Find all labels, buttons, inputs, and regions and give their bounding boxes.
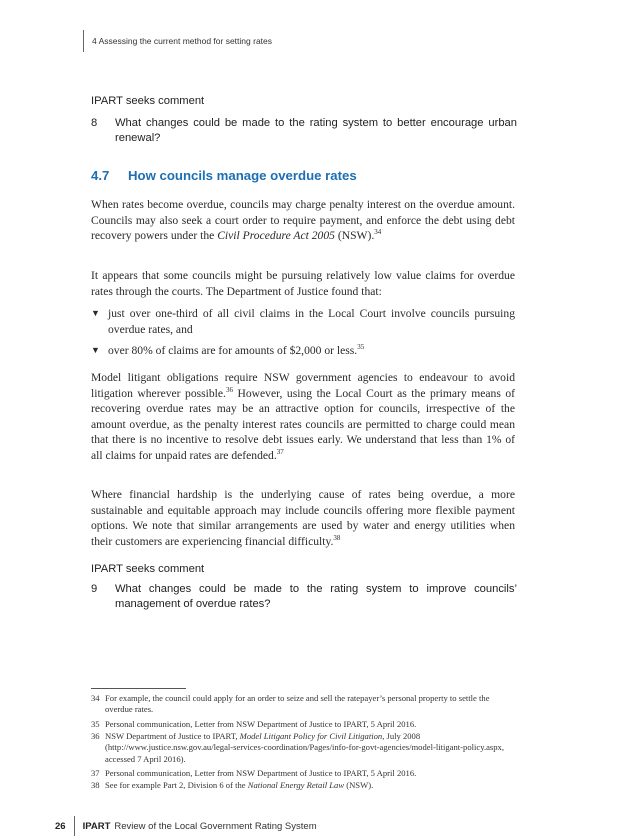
footnote-35: 35 Personal communication, Letter from NSW Department of Justice to IPART, 5 April 2016.	[91, 719, 417, 729]
header-divider	[83, 30, 84, 52]
publication-title: Review of the Local Government Rating System	[114, 820, 317, 832]
running-header	[83, 30, 272, 52]
paragraph-financial-hardship: Where financial hardship is the underlying cause of rates being overdue, a more sustainable and equitable approach may include councils offering more flexible payment options. We note that similar arrangements are used by water and energy utilities when their customers are experiencing financial difficulty.$^{38}$	[91, 488, 515, 548]
footnote-36: 36 NSW Department of Justice to IPART, Model Litigant Policy for Civil Litigation, July 2008 (http://www.justice.nsw.gov.au/legal-services-coordination/Pages/info-for-govt-agencies/model-litigant-policy.aspx, accessed 7 April 2016).	[91, 731, 505, 764]
bullet-marker: ▼	[91, 345, 100, 355]
running-footer	[55, 816, 317, 836]
bullet-item: ▼ just over one-third of all civil claims in the Local Court involve councils pursuing overdue rates, and	[91, 307, 515, 336]
footnote-ref: 35	[357, 343, 365, 352]
question-number: 8	[91, 117, 98, 129]
footnote-ref: 38	[333, 533, 341, 542]
footnote-divider	[91, 688, 186, 689]
footnote-ref: 34	[374, 228, 382, 237]
footer-divider	[74, 816, 75, 836]
footnote-37: 37 Personal communication, Letter from NSW Department of Justice to IPART, 5 April 2016.	[91, 768, 417, 778]
footer-brand: IPART	[82, 820, 111, 832]
question-text: What changes could be made to the rating system to better encourage urban renewal?	[115, 117, 517, 144]
law-title: National Energy Retail Law	[247, 780, 345, 790]
question-number: 9	[91, 583, 98, 595]
footnote-34: 34 For example, the council could apply for an order to seize and sell the ratepayer’s personal property to settle the overdue rates.	[91, 693, 490, 715]
section-heading	[91, 168, 357, 183]
paragraph-court-orders: When rates become overdue, councils may charge penalty interest on the overdue amount. Councils may also seek a court order to require payment, and enforce the debt using debt recovery powers under the Civil Procedure Act 2005 (NSW).$^{34}$	[91, 198, 515, 243]
paragraph-model-litigant: Model litigant obligations require NSW government agencies to endeavour to avoid litigation wherever possible.$^{36}$ However, using the Local Court as the primary means of recovering overdue rates may be an attractive option for councils, irrespective of the amount overdue, as the penalty interest rates councils are permitted to charge could mean that there is no incentive to resolve debt issues early. We understand that less than 1% of all claims for unpaid rates are defended.$^{37}$	[91, 371, 516, 462]
bullet-item: ▼ over 80% of claims are for amounts of $2,000 or less.$^{35}$	[91, 343, 365, 357]
seek-comment-label-2: IPART seeks comment	[91, 563, 205, 575]
footnote-ref: 37	[276, 448, 284, 457]
page-number: 26	[55, 820, 66, 832]
bullet-marker: ▼	[91, 308, 100, 318]
section-title: How councils manage overdue rates	[128, 168, 357, 183]
paragraph-low-value-claims: It appears that some councils might be pursuing relatively low value claims for overdue rates through the courts. The Department of Justice found that:	[91, 269, 515, 298]
seek-comment-label-1: IPART seeks comment	[91, 95, 205, 107]
footnote-ref: 36	[225, 385, 233, 394]
policy-title: Model Litigant Policy for Civil Litigation	[239, 731, 383, 741]
section-number: 4.7	[91, 168, 110, 183]
act-title: Civil Procedure Act 2005	[217, 229, 335, 243]
question-9	[91, 582, 517, 612]
question-8	[91, 116, 517, 146]
chapter-title: 4 Assessing the current method for setting rates	[92, 36, 273, 46]
question-text: What changes could be made to the rating system to improve councils’ management of overdue rates?	[115, 583, 517, 610]
footnote-38: 38 See for example Part 2, Division 6 of the National Energy Retail Law (NSW).	[91, 780, 374, 790]
